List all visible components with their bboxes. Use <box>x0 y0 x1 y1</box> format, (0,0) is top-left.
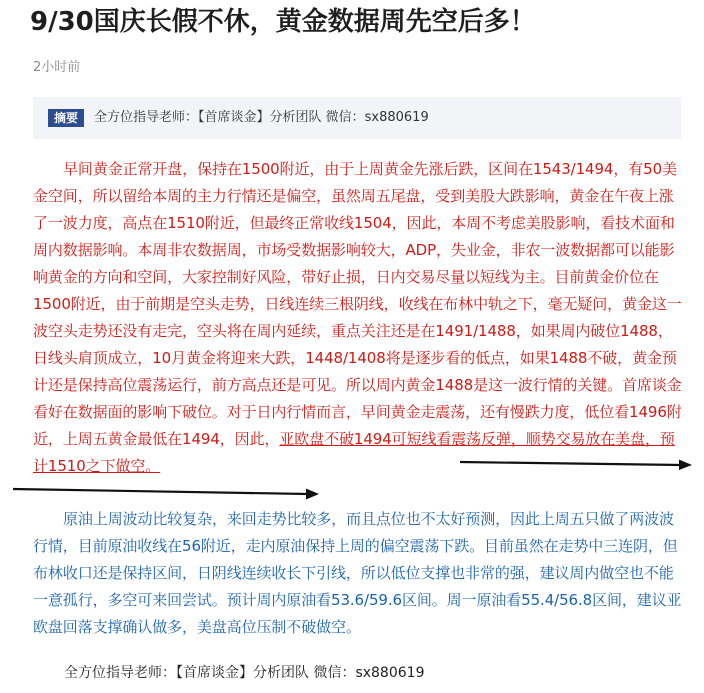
summary-box <box>33 97 681 139</box>
gold-analysis-paragraph <box>33 156 683 480</box>
article-title: 9/30国庆长假不休，黄金数据周先空后多！ <box>30 7 536 37</box>
oil-analysis-paragraph: 原油上周波动比较复杂，来回走势比较多，而且点位也不太好预测，因此上周五只做了两波波行情，目前原油收线在56附近，走内原油保持上周的偏空震荡下跌。目前虽然在走势中三连阴，但布林收口还是保持区间，日阴线连续收长下引线，所以低位支撑也非常的强，建议周内做空也不能一意孤行，多空可来回尝试。预计周内原油看53.6/59.6区间。周一原油看55.4/56.8区间，建议亚欧盘回落支撑确认做多，美盘高位压制不破做空。 <box>33 510 682 636</box>
summary-text: 全方位指导老师：【首席谈金】分析团队 微信：sx880619 <box>94 110 429 125</box>
arrow-annotation-left <box>12 485 322 501</box>
gold-underlined-advice: 亚欧盘不破1494可短线看震荡反弹，顺势交易放在美盘，预计1510之下做空。 <box>33 430 675 475</box>
arrow-annotation-right <box>459 458 694 472</box>
summary-badge: 摘要 <box>48 109 84 127</box>
publish-time: 2小时前 <box>33 60 81 75</box>
footer-contact: 全方位指导老师：【首席谈金】分析团队 微信：sx880619 <box>64 665 425 681</box>
gold-analysis-text: 早间黄金正常开盘，保持在1500附近，由于上周黄金先涨后跌，区间在1543/1494，有50美金空间，所以留给本周的主力行情还是偏空，虽然周五尾盘，受到美股大跌影响，黄金在午夜上涨了一波力度，高点在1510附近，但最终正常收线1504，因此，本周不考虑美股影响，看技术面和周内数据影响。本周非农数据周，市场受数据影响较大，ADP，失业金，非农一波数据都可以能影响黄金的方向和空间，大家控制好风险，带好止损，日内交易尽量以短线为主。目前黄金价位在1500附近，由于前期是空头走势，日线连续三根阴线，收线在布林中轨之下，毫无疑问，黄金这一波空头走势还没有走完，空头将在周内延续，重点关注还是在1491/1488，如果周内破位1488，日线头肩顶成立，10月黄金将迎来大跌，1448/1408将是逐步看的低点，如果1488不破，黄金预计还是保持高位震荡运行，前方高点还是可见。所以周内黄金1488是这一波行情的关键。首席谈金看好在数据面的影响下破位。对于日内行情而言，早间黄金走震荡，还有慢跌力度，低位看1496附近，上周五黄金最低在1494，因此， <box>33 160 682 448</box>
